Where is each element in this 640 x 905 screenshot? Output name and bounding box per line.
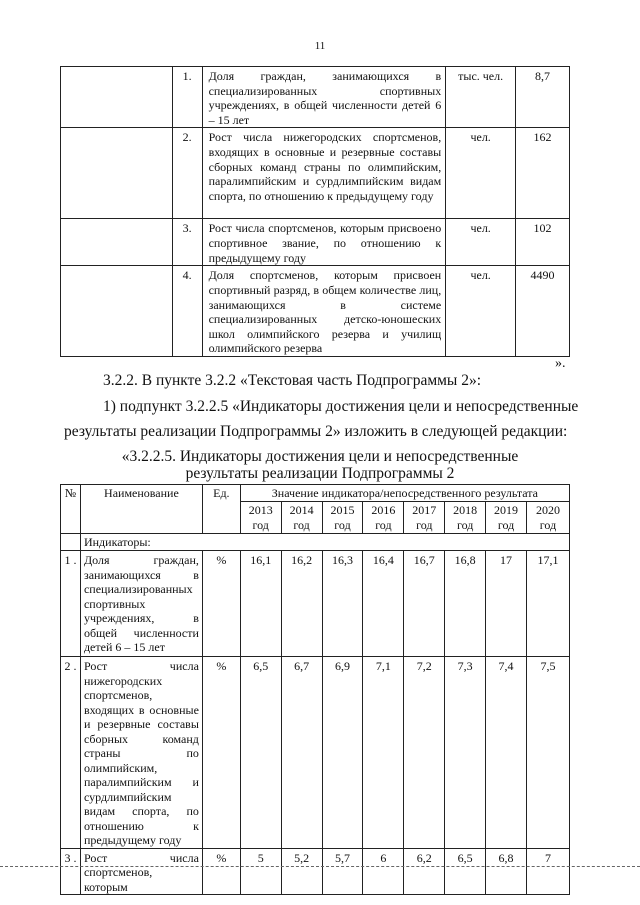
section-heading: «3.2.2.5. Индикаторы достижения цели и непосредственные результаты реализации Подпрограммы 2	[121, 448, 519, 482]
value-cell: 6,5	[445, 848, 486, 895]
value-cell: 17	[486, 551, 527, 657]
indicator-name: Рост числа спортсменов, которым присвоено спортивное звание, по отношению к предыдущему году	[202, 219, 446, 266]
value-cell: 7,2	[404, 657, 445, 849]
table-row	[61, 848, 570, 895]
value-cell: 5,7	[322, 848, 363, 895]
row-number: 1 .	[61, 551, 81, 657]
value-cell: 7,5	[527, 657, 570, 849]
section-row	[61, 533, 570, 551]
top-indicator-table	[60, 66, 570, 357]
page-cut-line	[0, 866, 640, 867]
value-cell: 6,5	[240, 657, 281, 849]
header-year: 2014 год	[281, 501, 322, 533]
value-cell: 6,2	[404, 848, 445, 895]
table-row	[61, 219, 570, 266]
unit-cell: чел.	[446, 266, 516, 357]
value-cell: 6,9	[322, 657, 363, 849]
value-cell: 8,7	[516, 67, 570, 128]
empty-cell	[61, 67, 173, 128]
value-cell: 7,3	[445, 657, 486, 849]
value-cell: 16,4	[363, 551, 404, 657]
value-cell: 6	[363, 848, 404, 895]
header-value-group: Значение индикатора/непосредственного результата	[240, 485, 569, 502]
value-cell: 6,7	[281, 657, 322, 849]
value-cell: 16,3	[322, 551, 363, 657]
header-row	[61, 485, 570, 502]
header-year: 2015 год	[322, 501, 363, 533]
header-name: Наименование	[80, 485, 202, 534]
page-number: 11	[314, 40, 326, 52]
value-cell: 6,8	[486, 848, 527, 895]
header-year: 2019 год	[486, 501, 527, 533]
value-cell: 7,4	[486, 657, 527, 849]
value-cell: 5	[240, 848, 281, 895]
table-row	[61, 551, 570, 657]
closing-quote: ».	[555, 356, 566, 371]
value-cell: 17,1	[527, 551, 570, 657]
indicator-values-table	[60, 484, 570, 895]
header-year: 2016 год	[363, 501, 404, 533]
empty-cell	[61, 266, 173, 357]
indicator-name: Рост числа нижегородских спортсменов, входящих в основные и резервные составы сборных команд страны по олимпийским, паралимпийским и сурдлимпийским видам спорта, по отношению к предыдущему году	[202, 128, 446, 219]
empty-cell	[61, 128, 173, 219]
table-row	[61, 657, 570, 849]
value-cell: 16,7	[404, 551, 445, 657]
indicator-name: Доля граждан, занимающихся в специализированных спортивных учреждениях, в общей численности детей 6 – 15 лет	[202, 67, 446, 128]
row-number: 4.	[172, 266, 202, 357]
indicator-name: Доля граждан, занимающихся в специализированных спортивных учреждениях, в общей численности детей 6 – 15 лет	[80, 551, 202, 657]
value-cell: 102	[516, 219, 570, 266]
paragraph-continuation: результаты реализации Подпрограммы 2» изложить в следующей редакции:	[64, 423, 568, 440]
unit-cell: чел.	[446, 128, 516, 219]
value-cell: 162	[516, 128, 570, 219]
unit-cell: чел.	[446, 219, 516, 266]
header-unit: Ед.	[202, 485, 240, 534]
unit-cell: %	[202, 551, 240, 657]
header-year: 2020 год	[527, 501, 570, 533]
value-cell: 16,2	[281, 551, 322, 657]
table-row	[61, 67, 570, 128]
indicator-name: Рост числа нижегородских спортсменов, входящих в основные и резервные составы сборных команд страны по олимпийским, паралимпийским и сурдлимпийским видам спорта, по отношению к предыдущему году	[80, 657, 202, 849]
section-label: Индикаторы:	[80, 533, 569, 551]
indicator-name: Доля спортсменов, которым присвоен спортивный разряд, в общем количестве лиц, занимающихся в системе специализированных детско-юношеских школ олимпийского резерва и училищ олимпийского резерва	[202, 266, 446, 357]
indicator-name: Рост числа спортсменов, которым	[80, 848, 202, 895]
header-year: 2013 год	[240, 501, 281, 533]
table-row	[61, 128, 570, 219]
header-number: №	[61, 485, 81, 534]
value-cell: 16,1	[240, 551, 281, 657]
value-cell: 7,1	[363, 657, 404, 849]
unit-cell: тыс. чел.	[446, 67, 516, 128]
table-row	[61, 266, 570, 357]
paragraph-clause: 3.2.2. В пункте 3.2.2 «Текстовая часть Подпрограммы 2»:	[103, 372, 482, 389]
value-cell: 5,2	[281, 848, 322, 895]
value-cell: 7	[527, 848, 570, 895]
paragraph-subclause: 1) подпункт 3.2.2.5 «Индикаторы достижения цели и непосредственные	[103, 398, 579, 415]
unit-cell: %	[202, 848, 240, 895]
header-year: 2018 год	[445, 501, 486, 533]
row-number: 3 .	[61, 848, 81, 895]
value-cell: 4490	[516, 266, 570, 357]
empty-cell	[61, 533, 81, 551]
row-number: 2.	[172, 128, 202, 219]
value-cell: 16,8	[445, 551, 486, 657]
header-year: 2017 год	[404, 501, 445, 533]
row-number: 3.	[172, 219, 202, 266]
unit-cell: %	[202, 657, 240, 849]
empty-cell	[61, 219, 173, 266]
row-number: 1.	[172, 67, 202, 128]
row-number: 2 .	[61, 657, 81, 849]
